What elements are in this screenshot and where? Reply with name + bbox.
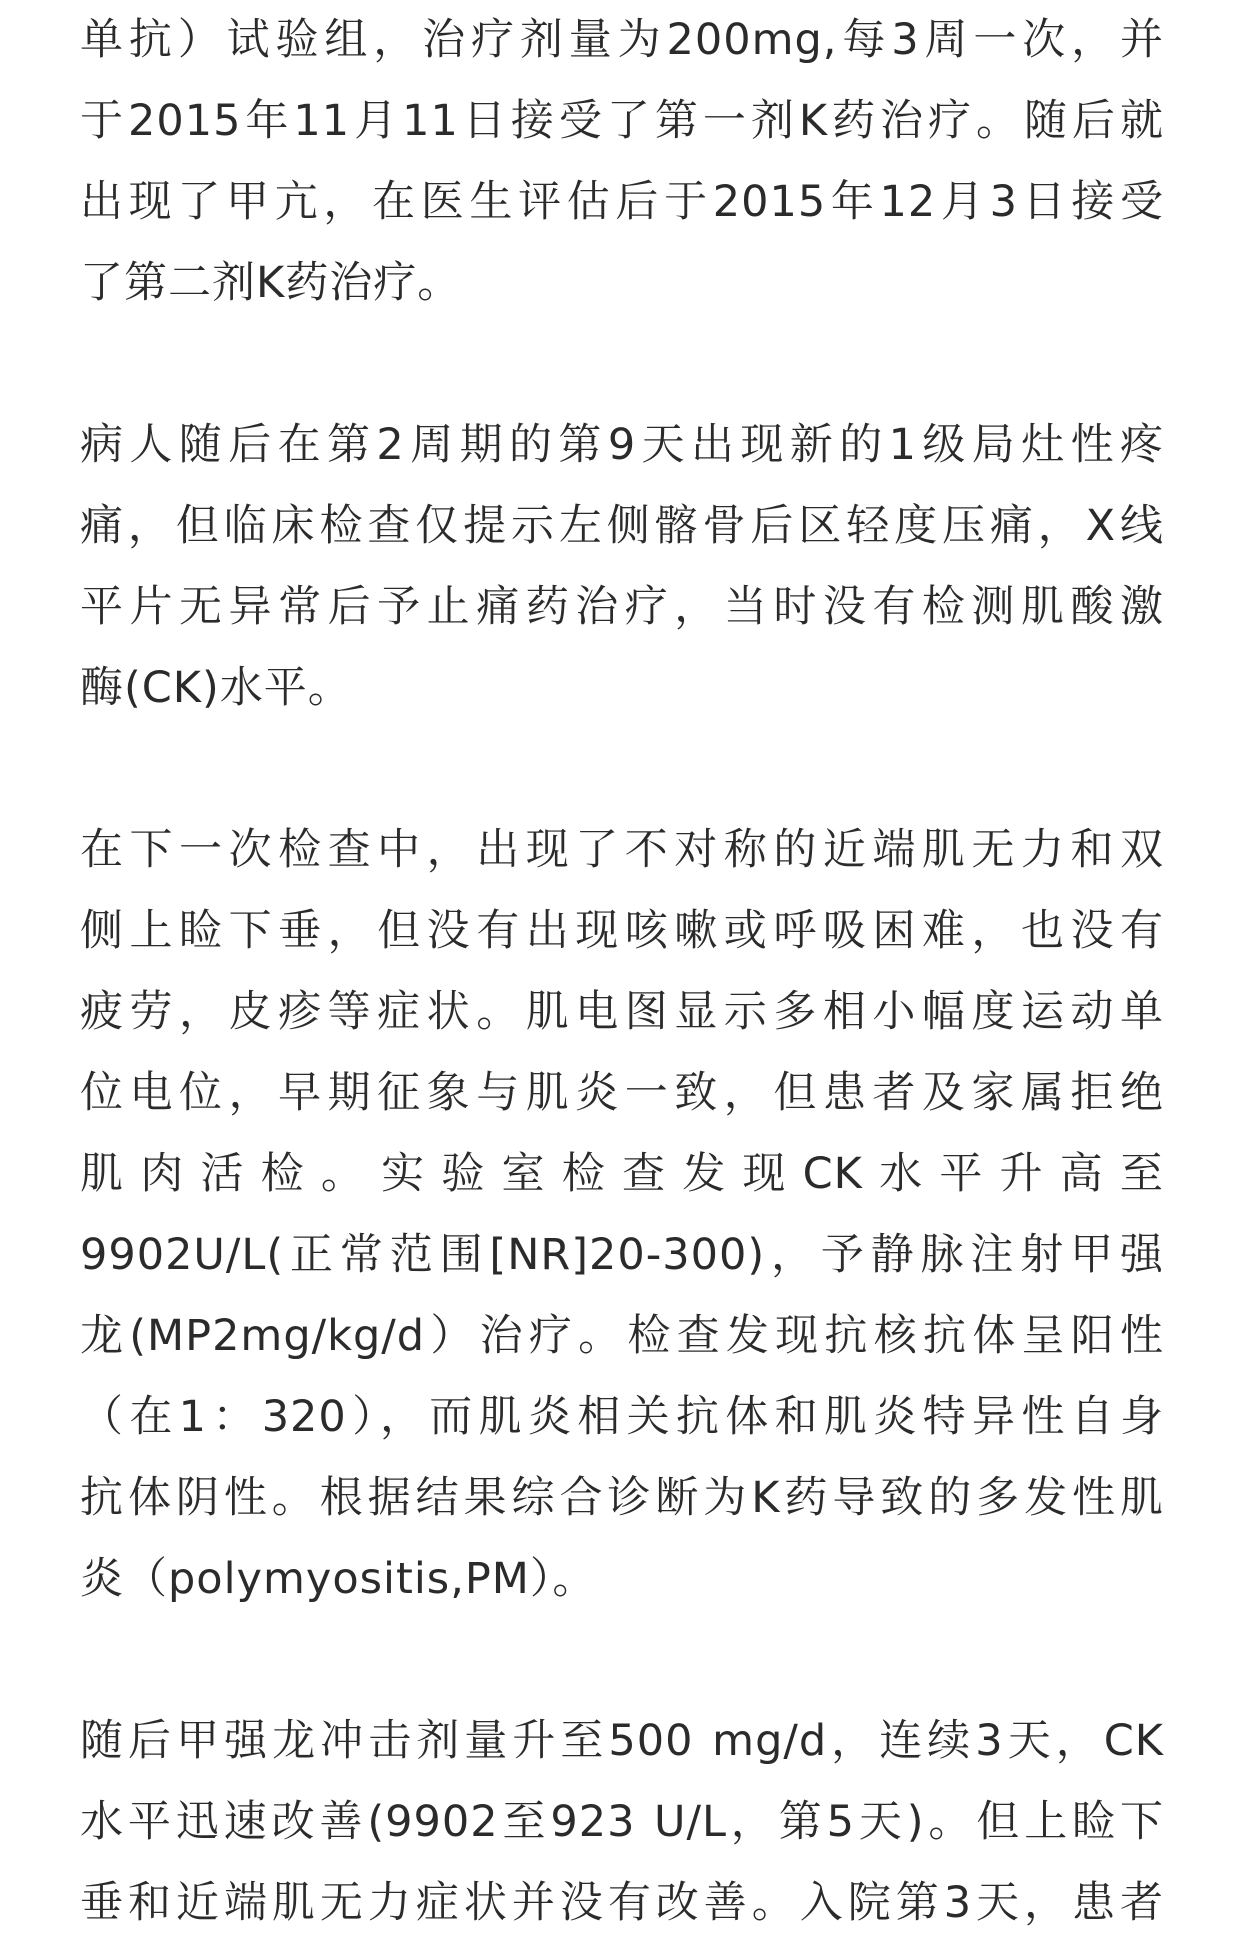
paragraph-4 (80, 1701, 1164, 1944)
text-line: 位电位，早期征象与肌炎一致，但患者及家属拒绝 (80, 1068, 1164, 1118)
text-line: 炎（polymyositis,PM）。 (80, 1554, 597, 1604)
article-body (80, 0, 1164, 1944)
paragraph-gap (80, 324, 1164, 405)
paragraph-1 (80, 0, 1164, 324)
paragraph-3 (80, 810, 1164, 1620)
text-line: 随后甲强龙冲击剂量升至500 mg/d，连续3天，CK (80, 1716, 1164, 1766)
text-line: 抗体阴性。根据结果综合诊断为K药导致的多发性肌 (80, 1473, 1164, 1523)
text-line: 肌肉活检。实验室检查发现CK水平升高至 (80, 1149, 1164, 1199)
text-line: 9902U/L(正常范围[NR]20-300)，予静脉注射甲强 (80, 1230, 1164, 1280)
text-line: 了第二剂K药治疗。 (80, 258, 462, 308)
text-line: 病人随后在第2周期的第9天出现新的1级局灶性疼 (80, 420, 1164, 470)
paragraph-gap (80, 729, 1164, 810)
text-line: 出现了甲亢，在医生评估后于2015年12月3日接受 (80, 177, 1164, 227)
paragraph-gap (80, 1620, 1164, 1701)
text-line: 于2015年11月11日接受了第一剂K药治疗。随后就 (80, 96, 1164, 146)
paragraph-2 (80, 405, 1164, 729)
text-line: 龙(MP2mg/kg/d）治疗。检查发现抗核抗体呈阳性 (80, 1311, 1164, 1361)
text-line: 单抗）试验组，治疗剂量为200mg,每3周一次，并 (80, 15, 1164, 65)
text-line: 疲劳，皮疹等症状。肌电图显示多相小幅度运动单 (80, 987, 1164, 1037)
text-line: 在下一次检查中，出现了不对称的近端肌无力和双 (80, 825, 1164, 875)
text-line: 酶(CK)水平。 (80, 663, 352, 713)
text-line: （在1：320），而肌炎相关抗体和肌炎特异性自身 (80, 1392, 1164, 1442)
text-line: 痛，但临床检查仅提示左侧髂骨后区轻度压痛，X线 (80, 501, 1164, 551)
text-line: 垂和近端肌无力症状并没有改善。入院第3天，患者 (80, 1878, 1164, 1928)
text-line: 侧上睑下垂，但没有出现咳嗽或呼吸困难，也没有 (80, 906, 1164, 956)
text-line: 平片无异常后予止痛药治疗，当时没有检测肌酸激 (80, 582, 1164, 632)
text-line: 水平迅速改善(9902至923 U/L，第5天)。但上睑下 (80, 1797, 1164, 1847)
